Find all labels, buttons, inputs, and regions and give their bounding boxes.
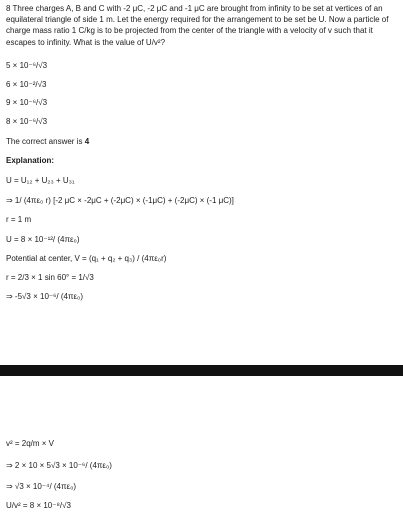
explanation-line: ⇒ -5√3 × 10⁻⁶/ (4πε₀) xyxy=(6,292,84,301)
question-text: 8 Three charges A, B and C with -2 μC, -2 μC and -1 μC are brought from infinity to be set at vertices of an equilateral triangle of side 1 m. Let the energy required for the arrangement to be set be U. Now a particle of charge mass ratio 1 C/kg is to be projected from the center of the triangle with a velocity of v such that it escapes to infinity. What is the value of U/v²? xyxy=(6,4,389,47)
explanation-line: r = 2/3 × 1 sin 60° = 1/√3 xyxy=(6,273,94,282)
correct-answer-line xyxy=(6,136,89,147)
answer-prefix: The correct answer is xyxy=(6,137,83,146)
answer-value: 4 xyxy=(84,137,90,146)
explanation-line: ⇒ 1/ (4πε₀ r) [-2 μC × -2μC + (-2μC) × (-1μC) + (-2μC) × (-1 μC)] xyxy=(6,196,234,205)
solution-panel-lower xyxy=(0,376,403,515)
explanation-line: U = 8 × 10⁻¹²/ (4πε₀) xyxy=(6,235,80,244)
explanation-heading: Explanation: xyxy=(6,156,55,165)
option-1: 5 × 10⁻⁶/√3 xyxy=(6,61,48,70)
explanation-line: r = 1 m xyxy=(6,215,32,224)
explanation-line: U = U₁₂ + U₂₃ + U₃₁ xyxy=(6,176,75,185)
option-2: 6 × 10⁻²/√3 xyxy=(6,80,47,89)
continuation-line: ⇒ √3 × 10⁻⁴/ (4πε₀) xyxy=(6,482,77,491)
option-3: 9 × 10⁻⁶/√3 xyxy=(6,98,48,107)
continuation-line: v² = 2q/m × V xyxy=(6,439,55,448)
explanation-line: Potential at center, V = (q₁ + q₂ + q₃) / (4πε₀r) xyxy=(6,254,167,263)
continuation-line: U/v² = 8 × 10⁻⁸/√3 xyxy=(6,501,71,510)
continuation-line: ⇒ 2 × 10 × 5√3 × 10⁻⁶/ (4πε₀) xyxy=(6,461,112,470)
option-4: 8 × 10⁻⁶/√3 xyxy=(6,117,48,126)
page-divider-bar xyxy=(0,365,403,376)
